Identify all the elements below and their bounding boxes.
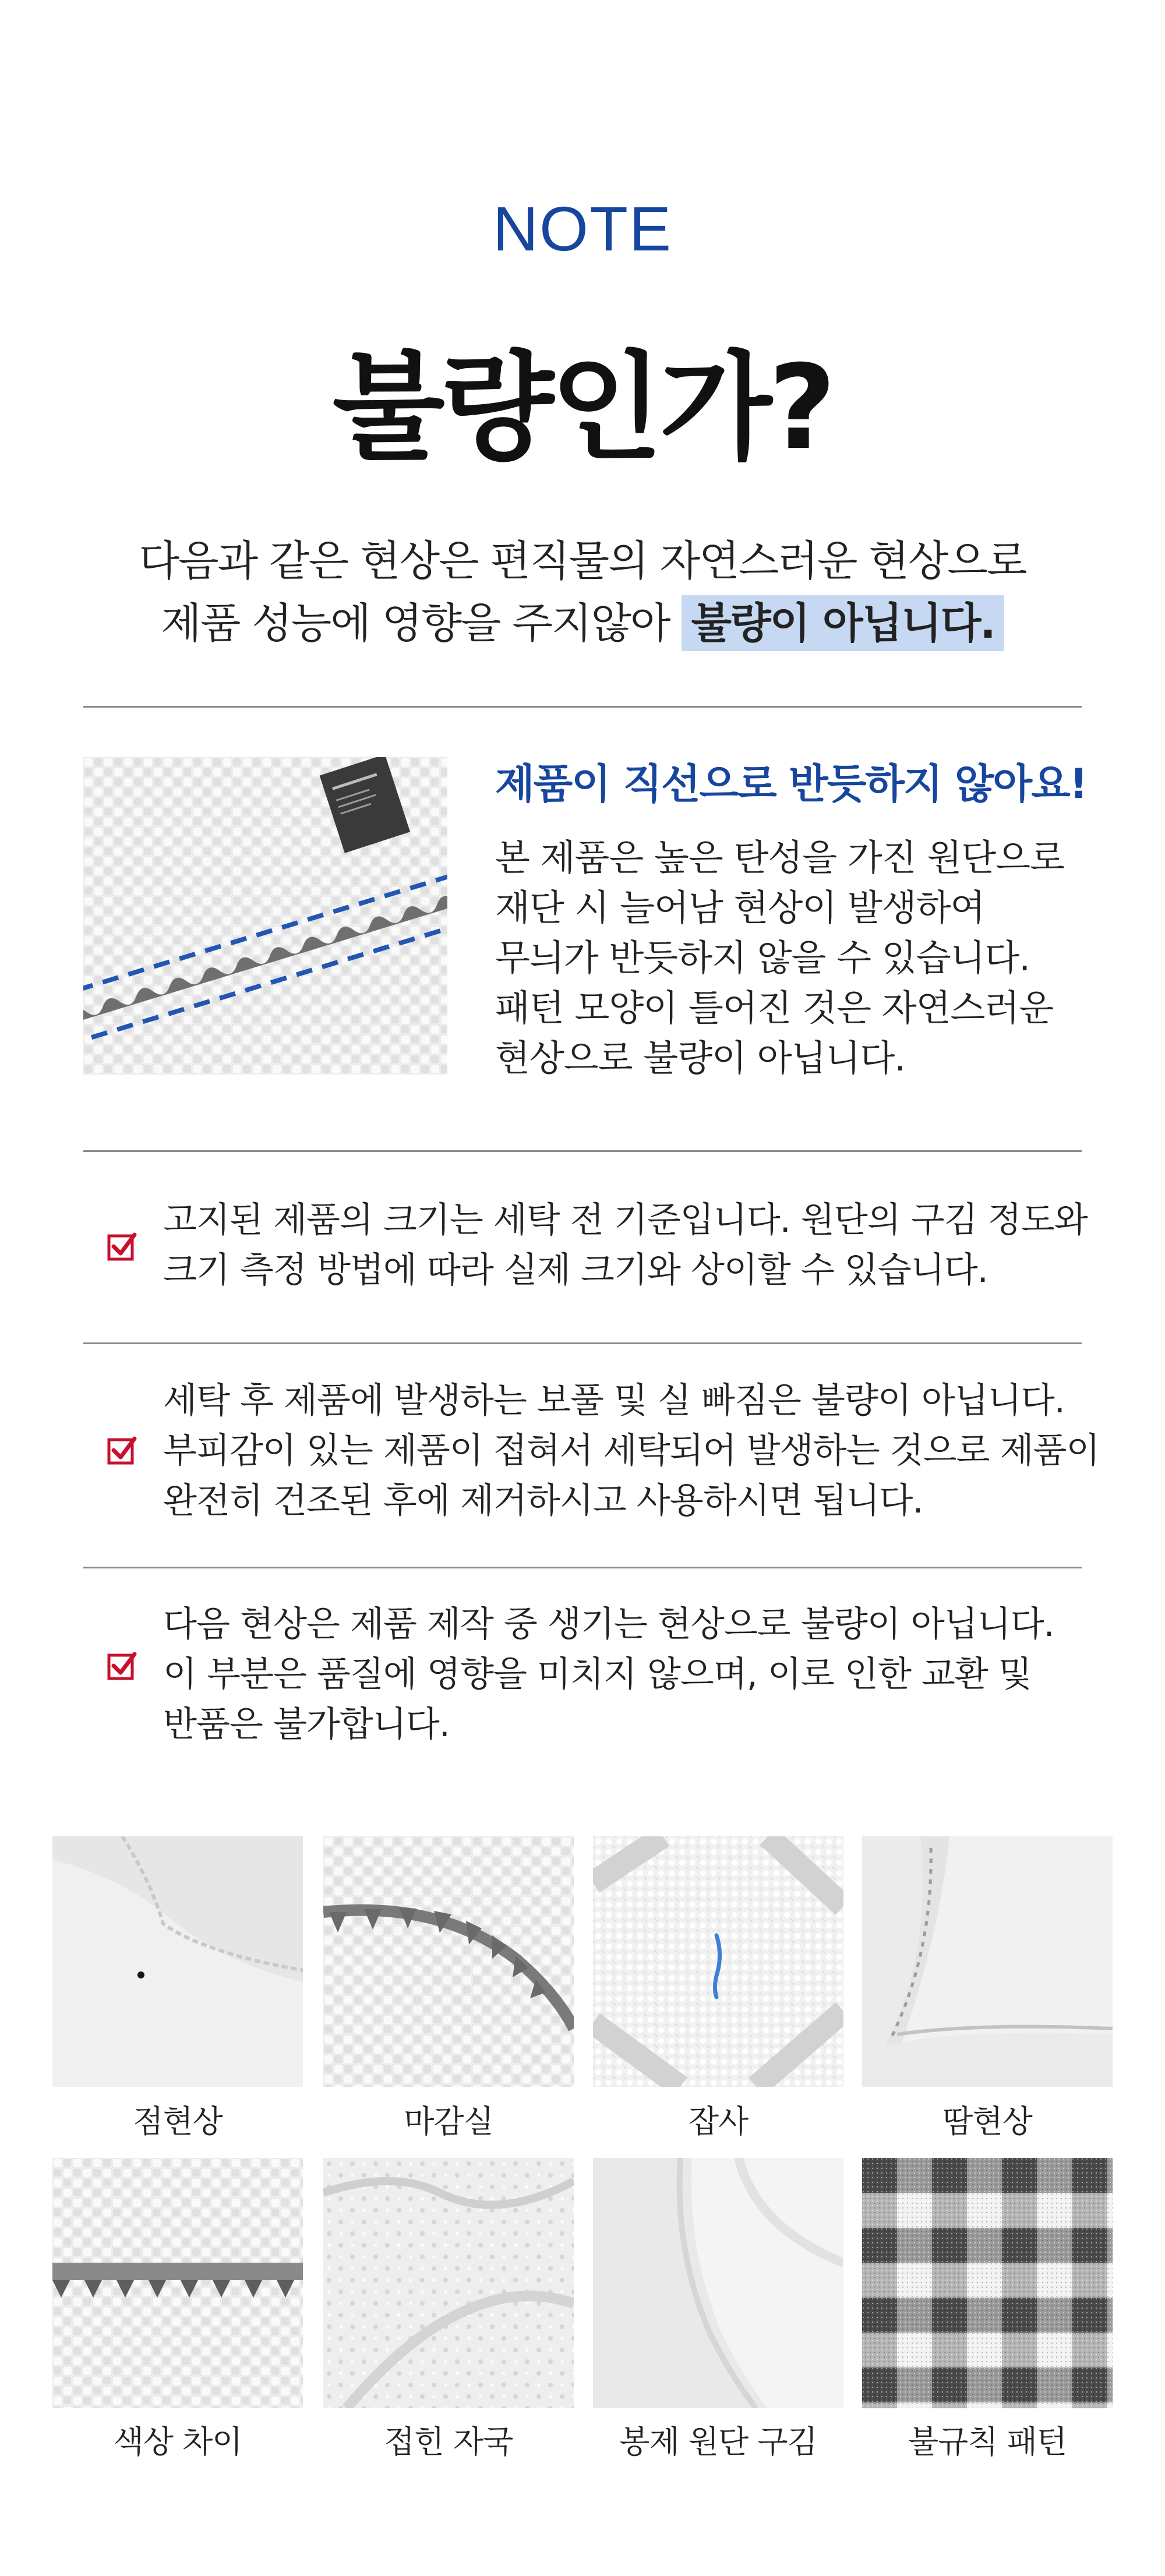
photo-color-difference — [52, 2158, 303, 2408]
photo-fold-mark — [323, 2158, 574, 2408]
intro-highlight: 불량이 아닙니다. — [682, 595, 1004, 651]
notice-line: 부피감이 있는 제품이 접혀서 세탁되어 발생하는 것으로 제품이 — [163, 1430, 1100, 1471]
note-label: NOTE — [492, 193, 672, 264]
checkbox-checked-icon — [107, 1651, 137, 1681]
intro-line-2-text: 제품 성능에 영향을 주지않아 — [161, 599, 682, 648]
intro-line-1: 다음과 같은 현상은 편직물의 자연스러운 현상으로 — [139, 536, 1026, 585]
photo-dot-spot — [52, 1836, 303, 2087]
photo-caption: 마감실 — [404, 2103, 493, 2140]
photo-caption: 접힌 자국 — [384, 2423, 513, 2460]
notice-item — [163, 1195, 1088, 1295]
photo-seam-wrinkle — [593, 2158, 843, 2408]
photo-caption: 불규칙 패턴 — [908, 2423, 1067, 2460]
photo-caption: 봉제 원단 구김 — [619, 2423, 817, 2460]
feature-line: 본 제품은 높은 탄성을 가진 원단으로 — [495, 836, 1064, 879]
divider — [83, 1342, 1082, 1344]
feature-description — [495, 833, 1107, 1083]
divider — [83, 1567, 1082, 1568]
notice-line: 다음 현상은 제품 제작 중 생기는 현상으로 불량이 아닙니다. — [163, 1604, 1054, 1645]
feature-line: 패턴 모양이 틀어진 것은 자연스러운 — [495, 987, 1054, 1029]
notice-line: 완전히 건조된 후에 제거하시고 사용하시면 됩니다. — [163, 1480, 923, 1521]
feature-title: 제품이 직선으로 반듯하지 않아요! — [495, 760, 1087, 808]
checkbox-checked-icon — [107, 1231, 137, 1262]
photo-caption: 잡사 — [688, 2103, 749, 2140]
feature-line: 현상으로 불량이 아닙니다. — [495, 1037, 905, 1079]
divider — [83, 1150, 1082, 1152]
photo-stitch-mark — [862, 1836, 1113, 2087]
notice-line: 이 부분은 품질에 영향을 미치지 않으며, 이로 인한 교환 및 — [163, 1654, 1032, 1695]
divider — [83, 706, 1082, 708]
notice-line: 반품은 불가합니다. — [163, 1704, 450, 1745]
photo-caption: 땀현상 — [942, 2103, 1032, 2140]
checkbox-checked-icon — [107, 1435, 137, 1465]
notice-line: 세탁 후 제품에 발생하는 보풀 및 실 빠짐은 불량이 아닙니다. — [163, 1380, 1065, 1421]
photo-caption: 점현상 — [133, 2103, 223, 2140]
photo-caption: 색상 차이 — [113, 2423, 242, 2460]
photo-stray-thread — [593, 1836, 843, 2087]
feature-line: 재단 시 늘어남 현상이 발생하여 — [495, 886, 985, 929]
notice-item — [163, 1376, 1100, 1526]
notice-line: 고지된 제품의 크기는 세탁 전 기준입니다. 원단의 구김 정도와 — [163, 1200, 1088, 1241]
photo-irregular-pattern — [862, 2158, 1113, 2408]
notice-item — [163, 1599, 1072, 1750]
intro-line-2 — [0, 589, 1165, 650]
page-title: 불량인가? — [332, 340, 833, 476]
notice-line: 크기 측정 방법에 따라 실제 크기와 상이할 수 있습니다. — [163, 1250, 988, 1291]
photo-finishing-thread — [323, 1836, 574, 2087]
fabric-pattern-image — [83, 757, 447, 1075]
feature-line: 무늬가 반듯하지 않을 수 있습니다. — [495, 937, 1030, 979]
